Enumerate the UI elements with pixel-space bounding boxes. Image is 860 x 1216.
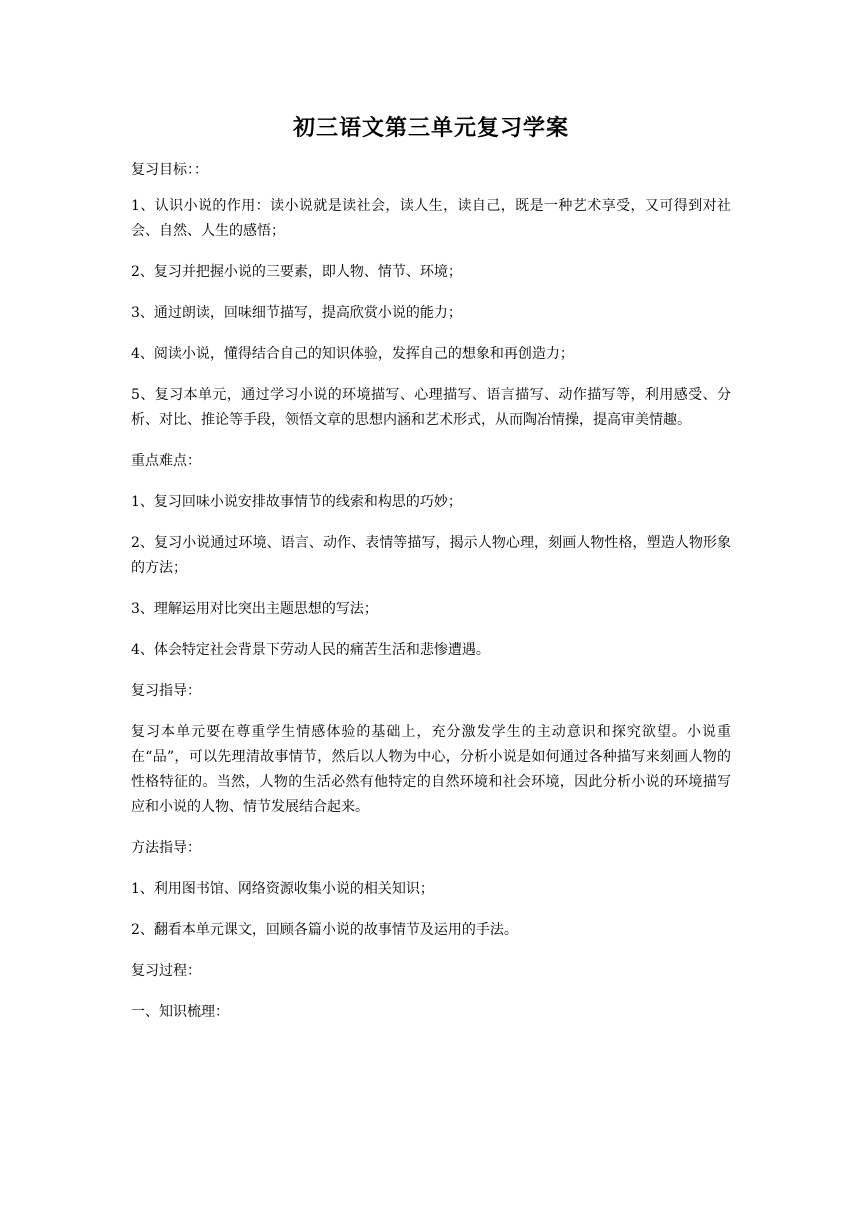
section-heading-goals: 复习目标：：: [131, 162, 208, 178]
goal-item-2: 2、复习并把握小说的三要素，即人物、情节、环境；: [131, 264, 462, 280]
section-heading-process: 复习过程：: [131, 963, 201, 979]
method-item-1: 1、利用图书馆、网络资源收集小说的相关知识；: [131, 881, 434, 897]
key-point-1: 1、复习回味小说安排故事情节的线索和构思的巧妙；: [131, 494, 462, 510]
key-point-4: 4、体会特定社会背景下劳动人民的痛苦生活和悲惨遭遇。: [131, 642, 490, 658]
process-item-1: 一、知识梳理：: [131, 1004, 229, 1020]
goal-item-1: 1、认识小说的作用：读小说就是读社会，读人生，读自己，既是一种艺术享受，又可得到对社会、自然、人生的感悟；: [131, 198, 731, 239]
key-point-3: 3、理解运用对比突出主题思想的写法；: [131, 601, 378, 617]
key-point-2: 2、复习小说通过环境、语言、动作、表情等描写，揭示人物心理，刻画人物性格，塑造人物形象的方法；: [131, 535, 731, 576]
section-heading-key-points: 重点难点：: [131, 453, 201, 469]
document-title: 初三语文第三单元复习学案: [292, 115, 569, 141]
goal-item-5: 5、复习本单元，通过学习小说的环境描写、心理描写、语言描写、动作描写等，利用感受、分析、对比、推论等手段，领悟文章的思想内涵和艺术形式，从而陶冶情操，提高审美情趣。: [131, 387, 731, 428]
goal-item-3: 3、通过朗读，回味细节描写，提高欣赏小说的能力；: [131, 305, 462, 321]
goal-item-4: 4、阅读小说，懂得结合自己的知识体验，发挥自己的想象和再创造力；: [131, 346, 574, 362]
method-item-2: 2、翻看本单元课文，回顾各篇小说的故事情节及运用的手法。: [131, 922, 518, 938]
section-heading-guidance: 复习指导：: [131, 683, 201, 699]
guidance-paragraph: 复习本单元要在尊重学生情感体验的基础上，充分激发学生的主动意识和探究欲望。小说重在“品”，可以先理清故事情节，然后以人物为中心，分析小说是如何通过各种描写来刻画人物的性格特征的。当然，人物的生活必然有他特定的自然环境和社会环境，因此分析小说的环境描写应和小说的人物、情节发展结合起来。: [131, 724, 731, 815]
section-heading-methods: 方法指导：: [131, 840, 201, 856]
document-page: [131, 112, 731, 1041]
